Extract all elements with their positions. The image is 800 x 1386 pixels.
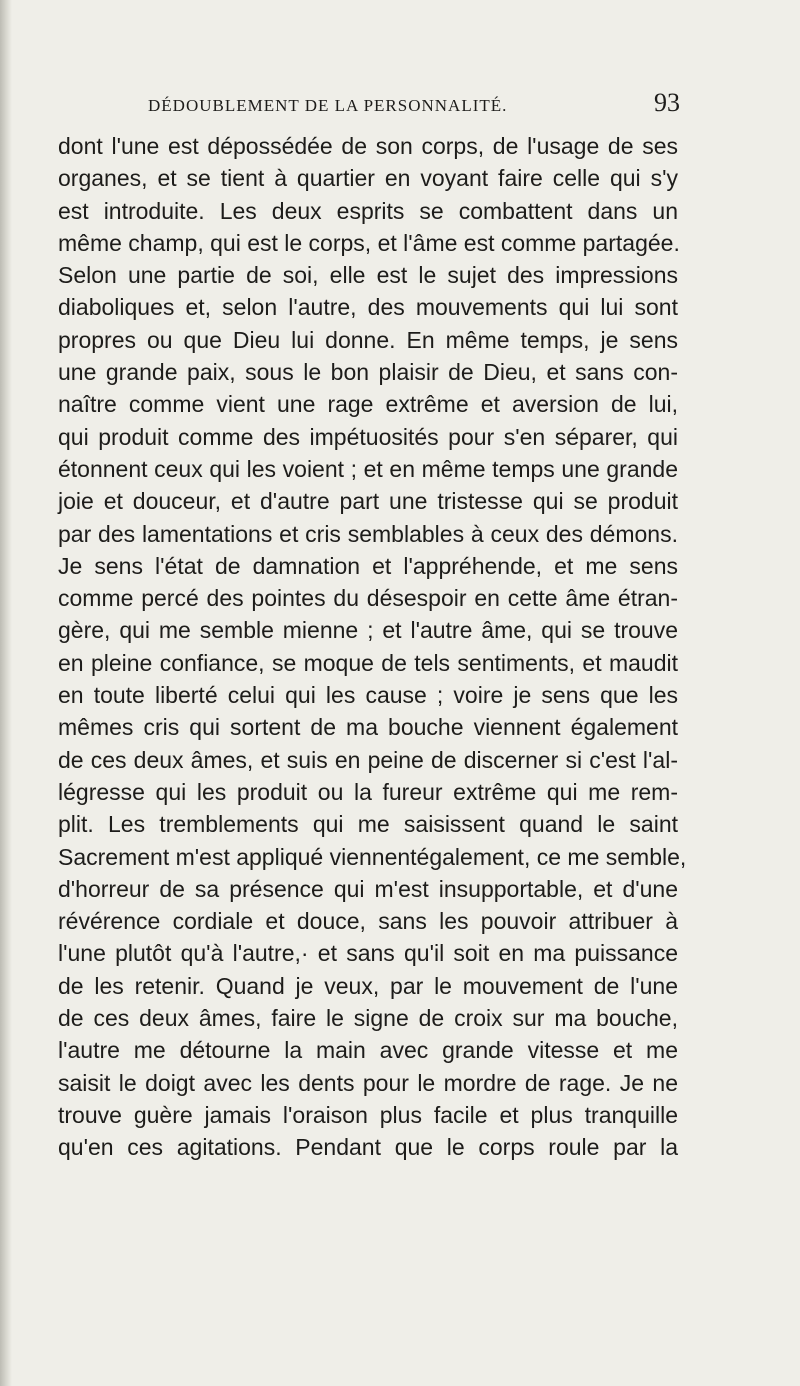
text-line: l'une plutôt qu'à l'autre,· et sans qu'il soit en ma puissance bbox=[58, 940, 678, 967]
text-line: organes, et se tient à quartier en voyant faire celle qui s'y bbox=[58, 165, 678, 192]
text-line: de les retenir. Quand je veux, par le mouvement de l'une bbox=[58, 972, 678, 999]
page-binding-edge bbox=[0, 0, 12, 1386]
text-line: est introduite. Les deux esprits se combattent dans un bbox=[58, 197, 678, 224]
text-line: diaboliques et, selon l'autre, des mouvements qui lui sont bbox=[58, 294, 678, 321]
text-line: saisit le doigt avec les dents pour le mordre de rage. Je ne bbox=[58, 1069, 678, 1096]
text-line: de ces deux âmes, et suis en peine de discerner si c'est l'al- bbox=[58, 746, 678, 773]
text-line: même champ, qui est le corps, et l'âme est comme partagée. bbox=[58, 229, 680, 256]
page-number: 93 bbox=[654, 88, 680, 117]
text-line: une grande paix, sous le bon plaisir de Dieu, et sans con- bbox=[58, 359, 678, 386]
text-line: propres ou que Dieu lui donne. En même temps, je sens bbox=[58, 326, 678, 353]
text-line: joie et douceur, et d'autre part une tristesse qui se produit bbox=[58, 488, 678, 515]
text-line: de ces deux âmes, faire le signe de croix sur ma bouche, bbox=[58, 1005, 678, 1032]
text-line: étonnent ceux qui les voient ; et en même temps une grande bbox=[58, 455, 678, 482]
body-text bbox=[58, 130, 687, 1164]
text-line: par des lamentations et cris semblables à ceux des démons. bbox=[58, 520, 678, 547]
text-line: dont l'une est dépossédée de son corps, de l'usage de ses bbox=[58, 133, 678, 159]
text-line: qu'en ces agitations. Pendant que le corps roule par la bbox=[58, 1134, 678, 1161]
text-line: mêmes cris qui sortent de ma bouche viennent également bbox=[58, 714, 678, 741]
text-line: naître comme vient une rage extrême et aversion de lui, bbox=[58, 391, 678, 418]
text-line: plit. Les tremblements qui me saisissent quand le saint bbox=[58, 811, 678, 838]
text-line: Je sens l'état de damnation et l'appréhende, et me sens bbox=[58, 552, 678, 579]
page-header bbox=[58, 88, 758, 128]
text-line: comme percé des pointes du désespoir en cette âme étran- bbox=[58, 585, 678, 612]
text-line: gère, qui me semble mienne ; et l'autre âme, qui se trouve bbox=[58, 617, 678, 644]
text-line: en pleine confiance, se moque de tels sentiments, et maudit bbox=[58, 649, 678, 676]
text-line: en toute liberté celui qui les cause ; voire je sens que les bbox=[58, 682, 678, 709]
text-line: Sacrement m'est appliqué viennentégalement, ce me semble, bbox=[58, 843, 687, 870]
text-line: légresse qui les produit ou la fureur extrême qui me rem- bbox=[58, 778, 678, 805]
text-line: d'horreur de sa présence qui m'est insupportable, et d'une bbox=[58, 875, 678, 902]
text-line: qui produit comme des impétuosités pour s'en séparer, qui bbox=[58, 423, 678, 450]
text-line: trouve guère jamais l'oraison plus facile et plus tranquille bbox=[58, 1101, 678, 1128]
text-line: révérence cordiale et douce, sans les pouvoir attribuer à bbox=[58, 908, 678, 935]
running-head: DÉDOUBLEMENT DE LA PERSONNALITÉ. bbox=[148, 96, 508, 115]
text-line: l'autre me détourne la main avec grande vitesse et me bbox=[58, 1037, 678, 1064]
text-line: Selon une partie de soi, elle est le sujet des impressions bbox=[58, 262, 678, 289]
